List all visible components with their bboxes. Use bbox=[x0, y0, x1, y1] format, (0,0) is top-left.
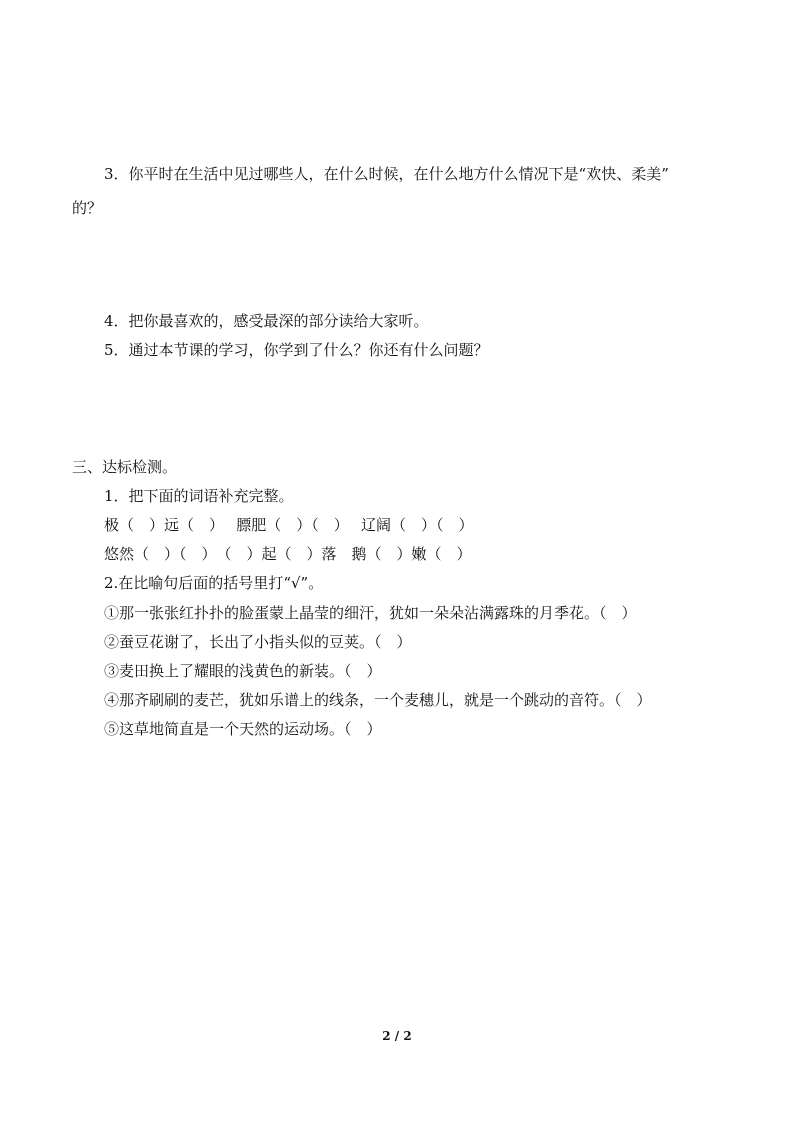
sentence-item: ②蚕豆花谢了，长出了小指头似的豆荚。（ ） bbox=[104, 633, 412, 651]
question-3-line-1: 3．你平时在生活中见过哪些人，在什么时候，在什么地方什么情况下是“欢快、柔美” bbox=[104, 165, 669, 183]
words-row-1: 极（ ）远（ ） 膘肥（ ）（ ） 辽阔（ ）（ ） bbox=[104, 516, 474, 534]
question-4: 4．把你最喜欢的，感受最深的部分读给大家听。 bbox=[104, 312, 429, 330]
question-3-line-2: 的？ bbox=[72, 199, 103, 217]
section-3-heading: 三、达标检测。 bbox=[72, 458, 178, 476]
sentence-item: ③麦田换上了耀眼的浅黄色的新装。（ ） bbox=[104, 662, 382, 680]
page-number: 2 / 2 bbox=[382, 1029, 412, 1043]
task-1-instruction: 1．把下面的词语补充完整。 bbox=[104, 487, 294, 505]
words-row-2: 悠然（ ）（ ） （ ）起（ ）落 鹅（ ）嫩（ ） bbox=[104, 545, 472, 563]
task-2-instruction: 2.在比喻句后面的括号里打“√”。 bbox=[104, 574, 324, 592]
sentence-item: ④那齐刷刷的麦芒，犹如乐谱上的线条，一个麦穗儿，就是一个跳动的音符。（ ） bbox=[104, 691, 652, 709]
question-5: 5．通过本节课的学习，你学到了什么？你还有什么问题？ bbox=[104, 341, 489, 359]
sentence-item: ①那一张张红扑扑的脸蛋蒙上晶莹的细汗，犹如一朵朵沾满露珠的月季花。（ ） bbox=[104, 604, 637, 622]
sentence-item: ⑤这草地简直是一个天然的运动场。（ ） bbox=[104, 720, 382, 738]
